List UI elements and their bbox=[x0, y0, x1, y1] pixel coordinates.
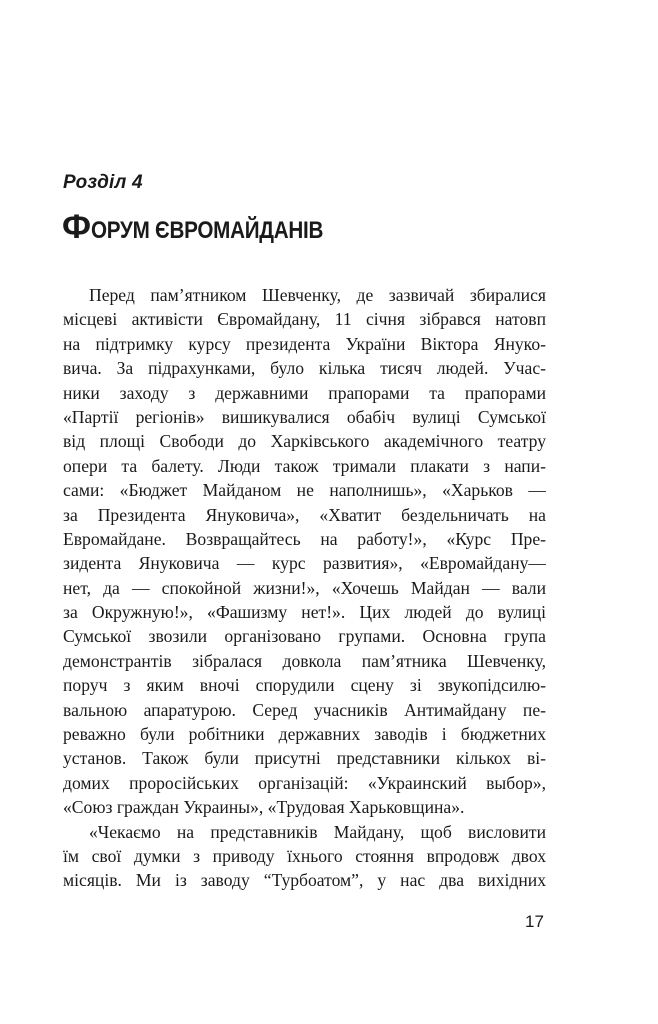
page-number: 17 bbox=[525, 912, 544, 931]
chapter-title-rest: ОРУМ ЄВРОМАЙДАНІВ bbox=[90, 217, 323, 244]
chapter-title bbox=[62, 207, 361, 254]
text-line: від площі Свободи до Харківського академічного театру bbox=[63, 431, 546, 452]
text-line: вальною апаратурою. Серед учасників Антимайдану пе- bbox=[63, 699, 546, 720]
text-line: за Окружную!», «Фашизму нет!». Цих людей до вулиці bbox=[63, 602, 546, 623]
text-line: вича. За підрахунками, було кілька тисяч людей. Учас- bbox=[63, 358, 546, 379]
text-line: їм свої думки з приводу їхнього стояння впродовж двох bbox=[63, 845, 546, 866]
text-line: на підтримку курсу президента України Віктора Януко- bbox=[63, 333, 546, 354]
text-line: Сумської звозили організовано групами. Основна група bbox=[63, 626, 546, 647]
text-line: Перед пам’ятником Шевченку, де зазвичай збиралися bbox=[89, 285, 546, 305]
text-line: сами: «Бюджет Майданом не наполнишь», «Харьков — bbox=[63, 480, 546, 501]
chapter-label: Розділ 4 bbox=[63, 172, 143, 193]
text-line: місцеві активісти Євромайдану, 11 січня зібрався натовп bbox=[63, 309, 546, 330]
text-line: Евромайдане. Возвращайтесь на работу!», «Курс Пре- bbox=[63, 528, 546, 549]
body-text bbox=[63, 283, 546, 893]
text-line: поруч з яким вночі спорудили сцену зі звукопідсилю- bbox=[63, 675, 546, 696]
text-line: місяців. Ми із заводу “Турбоатом”, у нас два вихідних bbox=[63, 870, 546, 891]
text-line: нет, да — спокойной жизни!», «Хочешь Майдан — вали bbox=[63, 577, 546, 598]
chapter-title-initial: Ф bbox=[62, 208, 91, 246]
text-line: «Союз граждан Украины», «Трудовая Харьковщина». bbox=[63, 797, 465, 818]
text-line: зидента Януковича — курс развития», «Евромайдану— bbox=[63, 553, 546, 574]
text-line: реважно були робітники державних заводів і бюджетних bbox=[63, 724, 546, 745]
text-line: опери та балету. Люди також тримали плакати з напи- bbox=[63, 455, 546, 476]
text-line: демонстрантів зібралася довкола пам’ятника Шевченку, bbox=[63, 650, 546, 671]
text-line: «Партії регіонів» вишикувалися обабіч вулиці Сумської bbox=[63, 406, 546, 427]
text-line: «Чекаємо на представників Майдану, щоб висловити bbox=[89, 821, 546, 842]
text-line: домих проросійських організацій: «Украинский выбор», bbox=[63, 772, 546, 793]
text-line: за Президента Януковича», «Хватит бездельничать на bbox=[63, 504, 546, 525]
text-line: ники заходу з державними прапорами та прапорами bbox=[63, 382, 546, 403]
text-line: установ. Також були присутні представники кількох ві- bbox=[63, 748, 546, 769]
